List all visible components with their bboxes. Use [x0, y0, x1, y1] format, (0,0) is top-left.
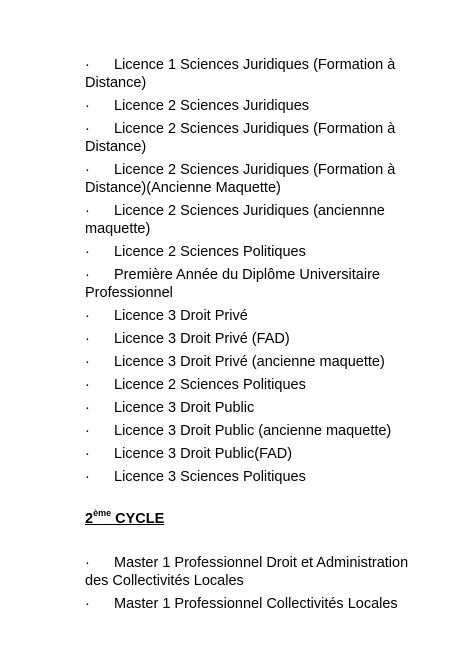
bullet: · [85, 555, 90, 571]
bullet: · [85, 377, 90, 393]
bullet: · [85, 469, 90, 485]
bullet: · [85, 423, 90, 439]
list-item [85, 468, 405, 486]
list-item-text: Licence 3 Droit Public [114, 400, 255, 416]
list-item [85, 307, 405, 325]
list-item-text: Licence 3 Droit Privé [114, 308, 248, 324]
list-item [85, 353, 405, 371]
bullet: · [85, 331, 90, 347]
list-item-text: Licence 3 Droit Privé (ancienne maquette) [114, 354, 385, 370]
list-item-text: Licence 2 Sciences Juridiques (Formation à Distance)(Ancienne Maquette) [85, 162, 396, 196]
list-item [85, 243, 405, 261]
bullet: · [85, 446, 90, 462]
list-item-text: Master 1 Professionnel Collectivités Locales [114, 596, 398, 612]
list-item [85, 120, 405, 156]
list-item [85, 56, 405, 92]
list-item [85, 161, 405, 197]
heading-text: CYCLE [111, 511, 165, 527]
list-item [85, 445, 405, 463]
bullet: · [85, 354, 90, 370]
list-item [85, 330, 405, 348]
list-item [85, 399, 405, 417]
bullet: · [85, 57, 90, 73]
heading-number: 2 [85, 511, 94, 527]
list-item [85, 202, 405, 238]
bullet: · [85, 203, 90, 219]
list-item [85, 554, 425, 590]
cycle2-list [85, 554, 425, 618]
list-item-text: Licence 2 Sciences Politiques [114, 377, 306, 393]
list-item-text: Licence 2 Sciences Juridiques [114, 98, 310, 114]
list-item [85, 422, 405, 440]
bullet: · [85, 244, 90, 260]
list-item-text: Licence 3 Droit Public (ancienne maquette) [114, 423, 392, 439]
bullet: · [85, 308, 90, 324]
cycle1-list [85, 56, 405, 491]
list-item-text: Licence 2 Sciences Juridiques (anciennne maquette) [85, 203, 385, 237]
list-item-text: Licence 1 Sciences Juridiques (Formation à Distance) [85, 57, 396, 91]
list-item-text: Licence 3 Droit Privé (FAD) [114, 331, 290, 347]
list-item-text: Licence 3 Droit Public(FAD) [114, 446, 293, 462]
heading-superscript: ème [93, 508, 112, 518]
cycle-heading [85, 509, 164, 529]
bullet: · [85, 162, 90, 178]
list-item-text: Première Année du Diplôme Universitaire Professionnel [85, 267, 380, 301]
bullet: · [85, 121, 90, 137]
bullet: · [85, 400, 90, 416]
list-item-text: Licence 2 Sciences Politiques [114, 244, 306, 260]
list-item-text: Licence 2 Sciences Juridiques (Formation à Distance) [85, 121, 396, 155]
list-item [85, 97, 405, 115]
list-item [85, 266, 405, 302]
bullet: · [85, 267, 90, 283]
bullet: · [85, 98, 90, 114]
list-item-text: Licence 3 Sciences Politiques [114, 469, 306, 485]
list-item-text: Master 1 Professionnel Droit et Administration des Collectivités Locales [85, 555, 409, 589]
bullet: · [85, 596, 90, 612]
list-item [85, 595, 425, 613]
list-item [85, 376, 405, 394]
